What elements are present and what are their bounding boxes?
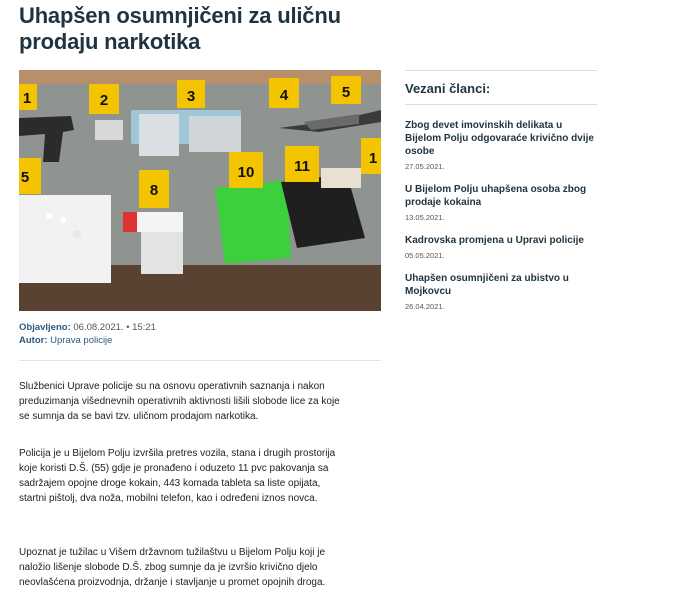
related-item[interactable] [405,119,597,171]
evidence-marker: 1 [368,150,378,167]
related-item-date: 26.04.2021. [405,302,445,311]
article-title: Uhapšen osumnjičeni za uličnu prodaju narkotika [19,3,341,54]
published-label: Objavljeno: [19,322,71,333]
evidence-marker: 5 [341,84,351,101]
evidence-marker: 5 [20,169,30,186]
article-paragraph: Upoznat je tužilac u Višem državnom tužilaštvu u Bijelom Polju koji je naložio lišenje slobode D.Š. zbog sumnje da je izvršio krivično djelo neovlašćena proizvodnja, držanje i stavljanje u promet opojnih droga. [19,547,326,588]
related-item-date: 27.05.2021. [405,162,445,171]
published-value: 06.08.2021. • 15:21 [73,322,156,333]
article-paragraph: Službenici Uprave policije su na osnovu operativnih saznanja i nakon preduzimanja višednevnih operativnih aktivnosti lišili slobode lice za koje se sumnja da se bavi tzv. uličnom prodajom narkotika. [19,381,340,422]
evidence-marker: 2 [99,92,109,109]
evidence-marker: 4 [279,87,289,104]
related-item[interactable] [405,272,597,311]
author-label: Autor: [19,335,48,346]
article-paragraph: Policija je u Bijelom Polju izvršila pretres vozila, stana i drugih prostorija koje koristi D.Š. (55) gdje je pronađeno i oduzeto 11 pvc pakovanja sa sadržajem opojne droge kokain, 443 komada tableta sa liste opijata, startni pištolj, dva noža, mobilni telefon, kao i određeni iznos novca. [19,448,336,504]
divider [405,104,597,105]
evidence-marker: 1 [22,90,32,107]
evidence-marker: 8 [149,182,159,199]
related-heading: Vezani članci: [405,81,491,96]
related-item-title[interactable]: U Bijelom Polju uhapšena osoba zbog prodaje kokaina [405,184,587,208]
author-link[interactable]: Uprava policije [50,335,113,346]
related-item[interactable] [405,183,597,222]
related-item-title[interactable]: Zbog devet imovinskih delikata u Bijelom Polju odgovaraće krivično dvije osobe [405,120,594,157]
article-photo [19,70,381,311]
evidence-marker: 11 [294,158,310,175]
related-item-date: 13.05.2021. [405,213,445,222]
related-item-date: 05.05.2021. [405,251,445,260]
article-meta [19,321,156,347]
related-item-title[interactable]: Kadrovska promjena u Upravi policije [405,235,584,246]
evidence-marker: 10 [237,164,255,181]
related-item[interactable] [405,234,597,260]
divider [19,360,381,361]
related-item-title[interactable]: Uhapšen osumnjičeni za ubistvo u Mojkovcu [405,273,569,297]
evidence-marker: 3 [186,88,196,105]
related-articles [405,70,597,311]
divider [405,70,597,71]
